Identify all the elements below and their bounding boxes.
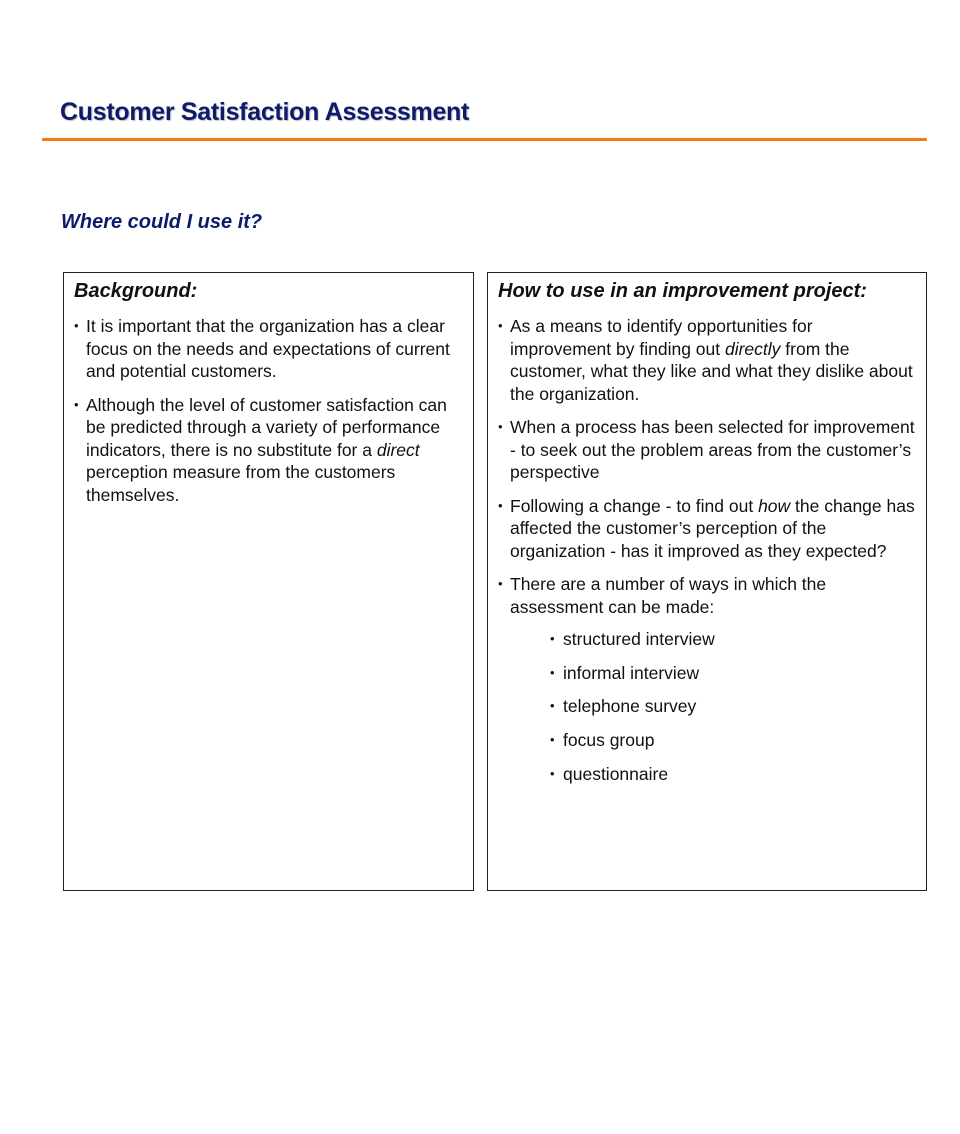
method-item: • questionnaire bbox=[550, 763, 918, 786]
bullet-text-start: Following a change - to find out bbox=[510, 495, 759, 516]
section-subtitle: Where could I use it? bbox=[61, 211, 263, 233]
list-item bbox=[498, 495, 918, 563]
emphasis-text: how bbox=[758, 495, 791, 516]
method-item: • informal interview bbox=[550, 662, 918, 685]
bullet-text-end: the change has affected the customer’s perception of the organization - has it improved as they expected? bbox=[510, 495, 915, 561]
emphasis-text: directly bbox=[724, 338, 781, 359]
list-item bbox=[74, 315, 465, 383]
usage-panel bbox=[487, 272, 927, 891]
method-item: • structured interview bbox=[550, 628, 918, 651]
method-item: • focus group bbox=[550, 729, 918, 752]
usage-list bbox=[498, 315, 918, 785]
usage-heading: How to use in an improvement project: bbox=[498, 280, 867, 302]
assessment-methods-list bbox=[510, 628, 918, 785]
bullet-text: It is important that the organization has a clear focus on the needs and expectations of current and potential customers. bbox=[86, 316, 450, 381]
method-item: • telephone survey bbox=[550, 695, 918, 718]
bullet-text: When a process has been selected for improvement - to seek out the problem areas from the customer’s perspective bbox=[510, 417, 915, 482]
list-item bbox=[498, 573, 918, 785]
bullet-text: There are a number of ways in which the assessment can be made: bbox=[510, 574, 827, 617]
bullet-text-start: Although the level of customer satisfaction can be predicted through a variety of performance indicators, there is no substitute for a bbox=[86, 394, 447, 460]
background-panel bbox=[63, 272, 474, 891]
list-item bbox=[498, 416, 918, 484]
page-title: Customer Satisfaction Assessment bbox=[60, 98, 470, 126]
list-item bbox=[74, 394, 465, 507]
bullet-text-end: perception measure from the customers themselves. bbox=[86, 462, 396, 505]
bullet-text-end: from the customer, what they like and what they dislike about the organization. bbox=[510, 338, 913, 404]
background-list bbox=[74, 315, 465, 506]
title-divider bbox=[42, 138, 927, 141]
emphasis-text: direct bbox=[376, 439, 420, 460]
list-item bbox=[498, 315, 918, 405]
background-heading: Background: bbox=[74, 280, 198, 302]
bullet-text-start: As a means to identify opportunities for improvement by finding out bbox=[510, 316, 813, 359]
